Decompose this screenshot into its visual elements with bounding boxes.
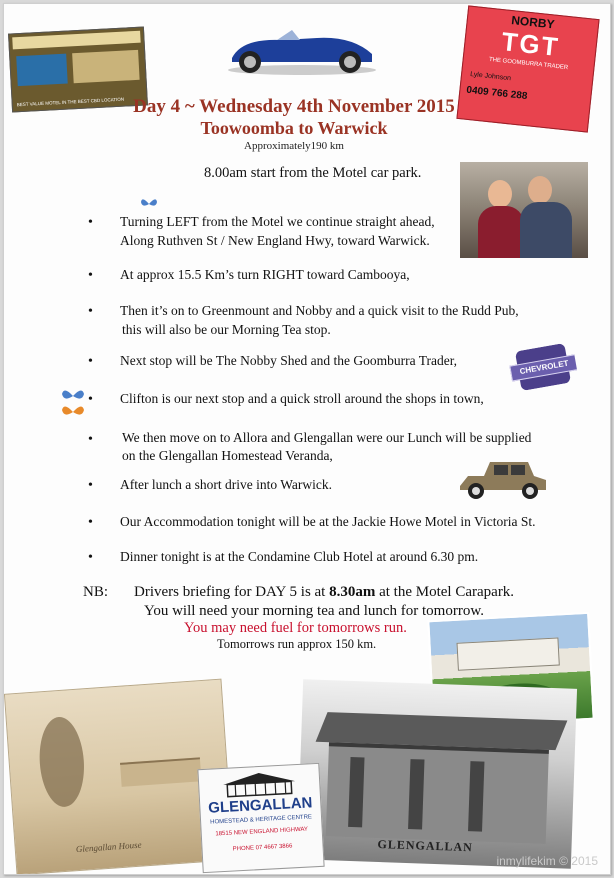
motel-sign-text: BEST VALUE MOTEL IN THE BEST CBD LOCATION bbox=[16, 96, 125, 108]
bullet-icon: • bbox=[88, 478, 93, 493]
itinerary-item: Clifton is our next stop and a quick stroll around the shops in town, bbox=[120, 391, 484, 406]
itinerary-item: on the Glengallan Homestead Veranda, bbox=[122, 448, 333, 463]
bullet-icon: • bbox=[88, 268, 93, 283]
itinerary-item: Our Accommodation tonight will be at the Jackie Howe Motel in Victoria St. bbox=[120, 514, 536, 529]
itinerary-item: Then it’s on to Greenmount and Nobby and a quick visit to the Rudd Pub, bbox=[120, 303, 519, 318]
watermark: inmylifekim © 2015 bbox=[496, 854, 598, 868]
butterfly-icon bbox=[140, 196, 158, 212]
page-title: Day 4 ~ Wednesday 4th November 2015 bbox=[133, 96, 455, 117]
route-title: Toowoomba to Warwick bbox=[200, 118, 388, 138]
itinerary-item: Dinner tonight is at the Condamine Club Hotel at around 6.30 pm. bbox=[120, 549, 479, 564]
nobby-sign-sub: THE GOOMBURRA TRADER bbox=[488, 56, 569, 72]
itinerary-item: We then move on to Allora and Glengallan were our Lunch will be supplied bbox=[122, 430, 532, 445]
itinerary-item: this will also be our Morning Tea stop. bbox=[122, 322, 331, 337]
fuel-note: You may need fuel for tomorrows run. bbox=[184, 620, 407, 636]
bullet-icon: • bbox=[88, 550, 93, 565]
lunch-note: You will need your morning tea and lunch for tomorrow. bbox=[144, 603, 484, 619]
bullet-icon: • bbox=[88, 432, 93, 447]
nobby-sign-title: NORBY bbox=[510, 13, 556, 32]
itinerary-item: Turning LEFT from the Motel we continue straight ahead, bbox=[120, 214, 435, 229]
ruin-caption: GLENGALLAN bbox=[377, 836, 474, 855]
bullet-icon: • bbox=[88, 215, 93, 230]
start-time-text: 8.00am start from the Motel car park. bbox=[204, 165, 422, 181]
briefing-note-pre: Drivers briefing for DAY 5 is at bbox=[134, 584, 330, 600]
notes-label: NB: bbox=[83, 584, 109, 600]
itinerary-page bbox=[3, 3, 611, 875]
chevrolet-text: CHEVROLET bbox=[509, 354, 579, 382]
old-photo-caption: Glengallan House bbox=[75, 839, 142, 855]
bullet-icon: • bbox=[88, 515, 93, 530]
butterflies-icon bbox=[58, 386, 88, 422]
nobby-sign-name: Lyle Johnson bbox=[469, 70, 512, 83]
briefing-time: 8.30am bbox=[329, 584, 376, 600]
tomorrow-distance-note: Tomorrows run approx 150 km. bbox=[217, 637, 377, 651]
couple-photo bbox=[460, 162, 588, 258]
glengallan-ruin-photo bbox=[297, 679, 577, 868]
vintage-sedan-photo bbox=[454, 456, 550, 502]
glengallan-sign-sub: HOMESTEAD & HERITAGE CENTRE bbox=[210, 814, 313, 826]
glengallan-sign bbox=[197, 763, 324, 873]
bullet-icon: • bbox=[88, 392, 93, 407]
nobby-trader-sign bbox=[456, 5, 599, 132]
nobby-sign-phone: 0409 766 288 bbox=[465, 84, 528, 103]
distance-text: Approximately190 km bbox=[244, 140, 344, 152]
bullet-icon: • bbox=[88, 304, 93, 319]
glengallan-sign-title: GLENGALLAN bbox=[207, 794, 313, 817]
bullet-icon: • bbox=[88, 354, 93, 369]
itinerary-item: After lunch a short drive into Warwick. bbox=[120, 477, 332, 492]
briefing-note-post: at the Motel Carapark. bbox=[375, 584, 515, 600]
nobby-sign-logo: TGT bbox=[500, 26, 562, 63]
briefing-note bbox=[134, 584, 514, 601]
glengallan-sign-phone: PHONE 07 4667 3866 bbox=[232, 843, 293, 853]
glengallan-sign-address: 18515 NEW ENGLAND HIGHWAY bbox=[215, 826, 309, 838]
itinerary-item: Next stop will be The Nobby Shed and the Goomburra Trader, bbox=[120, 353, 458, 368]
itinerary-item: Along Ruthven St / New England Hwy, toward Warwick. bbox=[120, 233, 430, 248]
chevrolet-badge bbox=[507, 342, 579, 393]
blue-vintage-car-photo bbox=[222, 24, 382, 76]
itinerary-item: At approx 15.5 Km’s turn RIGHT toward Cambooya, bbox=[120, 267, 410, 282]
